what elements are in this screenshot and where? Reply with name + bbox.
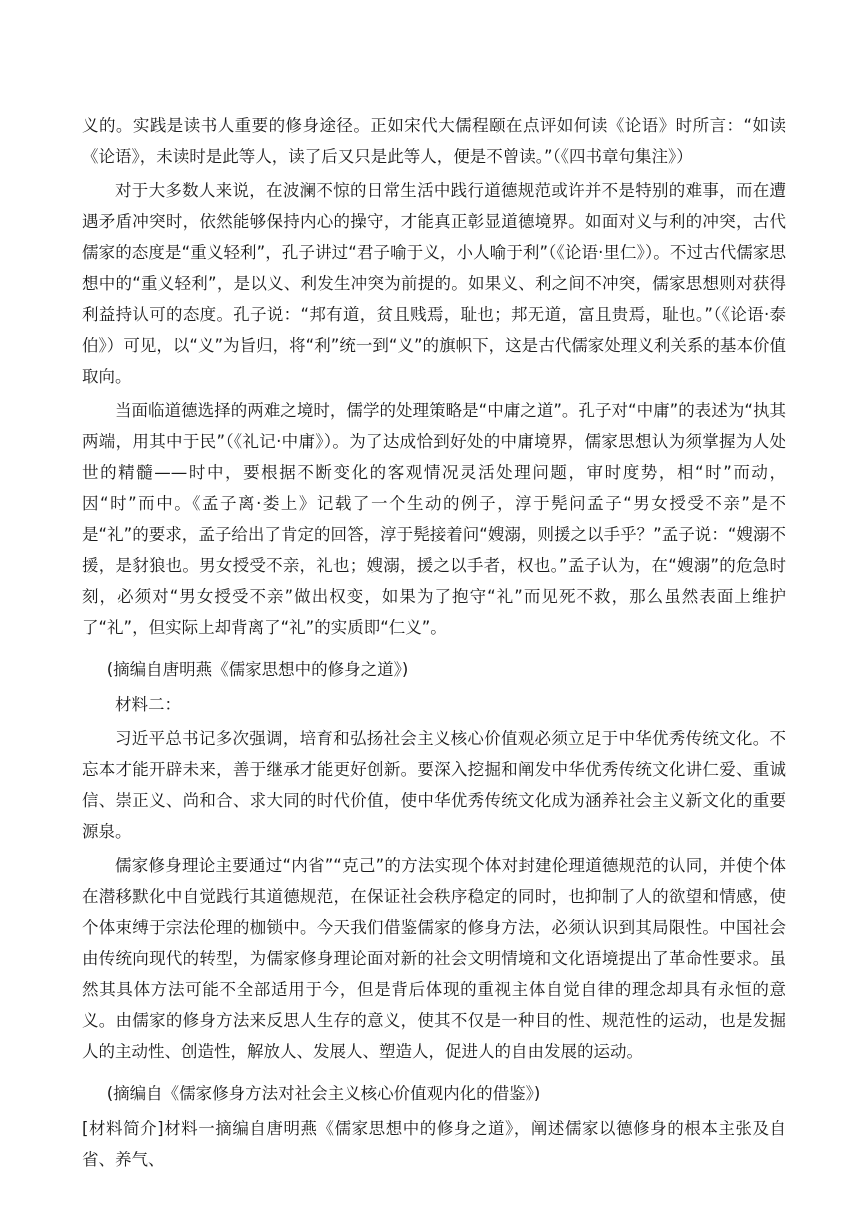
- source-citation-1: (摘编自唐明燕《儒家思想中的修身之道》): [106, 660, 409, 679]
- document-body: [82, 110, 786, 1175]
- paragraph-righteousness-profit: 对于大多数人来说，在波澜不惊的日常生活中践行道德规范或许并不是特别的难事，而在遭遇矛盾冲突时，依然能够保持内心的操守，才能真正彰显道德境界。如面对义与利的冲突，古代儒家的态度是“重义轻利”，孔子讲过“君子喻于义，小人喻于利”（《论语·里仁》）。不过古代儒家思想中的“重义轻利”，是以义、利发生冲突为前提的。如果义、利之间不冲突，儒家思想则对获得利益持认可的态度。孔子说：“邦有道，贫且贱焉，耻也；邦无道，富且贵焉，耻也。”（《论语·泰伯》）可见，以“义”为旨归，将“利”统一到“义”的旗帜下，这是古代儒家处理义利关系的基本价值取向。: [82, 181, 786, 386]
- paragraph-doctrine-of-mean: 当面临道德选择的两难之境时，儒学的处理策略是“中庸之道”。孔子对“中庸”的表述为“执其两端，用其中于民”（《礼记·中庸》）。为了达成恰到好处的中庸境界，儒家思想认为须掌握为人处世的精髓——时中，要根据不断变化的客观情况灵活处理问题，审时度势，相“时”而动，因“时”而中。《孟子离·娄上》记载了一个生动的例子，淳于髡问孟子“男女授受不亲”是不是“礼”的要求，孟子给出了肯定的回答，淳于髡接着问“嫂溺，则援之以手乎？”孟子说：“嫂溺不援，是豺狼也。男女授受不亲，礼也；嫂溺，援之以手者，权也。”孟子认为，在“嫂溺”的危急时刻，必须对“男女授受不亲”做出权变，如果为了抱守“礼”而见死不救，那么虽然表面上维护了“礼”，但实际上却背离了“礼”的实质即“仁义”。: [82, 401, 786, 637]
- source-citation-2: (摘编自《儒家修身方法对社会主义核心价值观内化的借鉴》): [106, 1084, 541, 1103]
- paragraph-practice: 义的。实践是读书人重要的修身途径。正如宋代大儒程颐在点评如何读《论语》时所言：“如读《论语》，未读时是此等人，读了后又只是此等人，便是不曾读。”（《四书章句集注》）: [82, 116, 786, 166]
- paragraph-core-values: 习近平总书记多次强调，培育和弘扬社会主义核心价值观必须立足于中华优秀传统文化。不忘本才能开辟未来，善于继承才能更好创新。要深入挖掘和阐发中华优秀传统文化讲仁爱、重诚信、崇正义、尚和合、求大同的时代价值，使中华优秀传统文化成为涵养社会主义新文化的重要源泉。: [82, 729, 786, 841]
- material-introduction: [材料简介]材料一摘编自唐明燕《儒家思想中的修身之道》，阐述儒家以德修身的根本主张及自省、养气、: [82, 1119, 786, 1169]
- paragraph-self-cultivation-theory: 儒家修身理论主要通过“内省”“克己”的方法实现个体对封建伦理道德规范的认同，并使个体在潜移默化中自觉践行其道德规范，在保证社会秩序稳定的同时，也抑制了人的欲望和情感，使个体束缚于宗法伦理的枷锁中。今天我们借鉴儒家的修身方法，必须认识到其局限性。中国社会由传统向现代的转型，为儒家修身理论面对新的社会文明情境和文化语境提出了革命性要求。虽然其具体方法可能不全部适用于今，但是背后体现的重视主体自觉自律的理念却具有永恒的意义。由儒家的修身方法来反思人生存的意义，使其不仅是一种目的性、规范性的运动，也是发掘人的主动性、创造性，解放人、发展人、塑造人，促进人的自由发展的运动。: [82, 856, 786, 1061]
- material-2-label: 材料二：: [115, 695, 181, 714]
